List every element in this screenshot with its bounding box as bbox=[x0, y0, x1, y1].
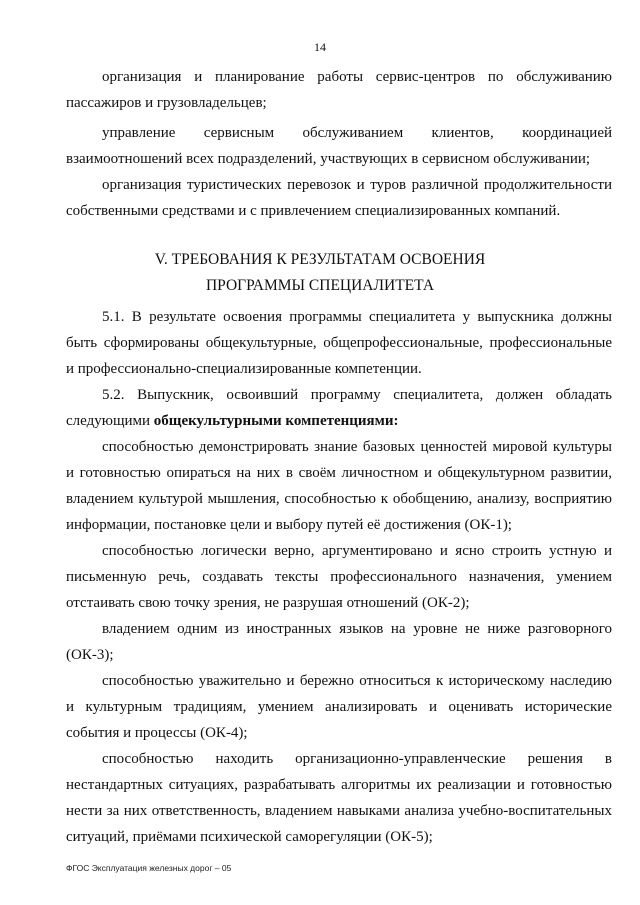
paragraph-service-management: управление сервисным обслуживанием клиентов, координацией взаимоотношений всех подразделений, участвующих в сервисном обслуживании; bbox=[66, 125, 612, 167]
paragraph-5-2-bold: общекультурными компетенциями: bbox=[153, 413, 399, 429]
paragraph-service-centers: организация и планирование работы сервис-центров по обслуживанию пассажиров и грузовладельцев; bbox=[66, 69, 612, 111]
competency-ok-4: способностью уважительно и бережно относиться к историческому наследию и культурным традициям, умением анализировать и оценивать исторические события и процессы (ОК-4); bbox=[66, 673, 612, 741]
competency-ok-2: способностью логически верно, аргументировано и ясно строить устную и письменную речь, создавать тексты профессионального назначения, умением отстаивать свою точку зрения, не разрушая отношений (ОК-2); bbox=[66, 543, 612, 611]
competency-ok-1: способностью демонстрировать знание базовых ценностей мировой культуры и готовностью опираться на них в своём личностном и общекультурном развитии, владением культурой мышления, способностью к обобщению, анализу, восприятию информации, постановке цели и выбору путей её достижения (ОК-1); bbox=[66, 439, 612, 533]
paragraph-5-2 bbox=[66, 382, 612, 434]
paragraph-5-2-text: 5.2. Выпускник, освоивший программу специалитета, должен обладать следующими bbox=[66, 387, 612, 429]
section-heading-line2: ПРОГРАММЫ СПЕЦИАЛИТЕТА bbox=[205, 277, 435, 294]
competency-ok-5: способностью находить организационно-управленческие решения в нестандартных ситуациях, разрабатывать алгоритмы их реализации и готовностью нести за них ответственность, владением навыками анализа учебно-воспитательных ситуаций, приёмами психической саморегуляции (ОК-5); bbox=[66, 751, 612, 845]
section-heading-line1: V. ТРЕБОВАНИЯ К РЕЗУЛЬТАТАМ ОСВОЕНИЯ bbox=[154, 251, 486, 268]
paragraph-5-1: 5.1. В результате освоения программы специалитета у выпускника должны быть сформированы общекультурные, общепрофессиональные, профессиональные и профессионально-специализированные компетенции. bbox=[66, 309, 612, 377]
competency-ok-3: владением одним из иностранных языков на уровне не ниже разговорного (ОК-3); bbox=[66, 621, 612, 663]
footer-text: ФГОС Эксплуатация железных дорог – 05 bbox=[66, 863, 232, 873]
page-number: 14 bbox=[314, 40, 326, 54]
paragraph-tourist-transport: организация туристических перевозок и туров различной продолжительности собственными средствами и с привлечением специализированных компаний. bbox=[66, 177, 612, 219]
